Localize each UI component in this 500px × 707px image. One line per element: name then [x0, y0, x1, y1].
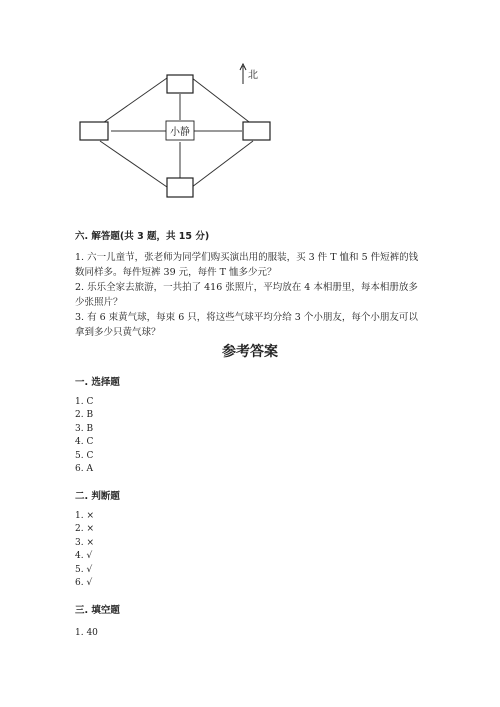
- diagonal-top-left: [100, 78, 167, 125]
- choice-answers: [75, 396, 93, 476]
- answer-key-title: 参考答案: [222, 344, 278, 360]
- box-south: [167, 178, 193, 197]
- answer-item: 3. B: [75, 423, 94, 434]
- answer-item: 4. C: [75, 437, 94, 448]
- answer-item: 1. C: [75, 397, 94, 407]
- answer-item: 6. √: [75, 578, 93, 589]
- problem-list: [75, 250, 425, 340]
- judge-answers: [75, 510, 94, 590]
- answer-item: 5. C: [75, 450, 94, 461]
- choice-heading: 一. 选择题: [75, 377, 120, 388]
- north-label: 北: [248, 70, 258, 81]
- box-north: [167, 75, 193, 93]
- box-east: [243, 122, 270, 140]
- answer-item: 1. 40: [75, 628, 98, 638]
- fill-heading: 三. 填空题: [75, 605, 120, 616]
- answer-item: 6. A: [75, 464, 93, 475]
- diagonal-bottom-left: [100, 141, 167, 187]
- center-label: 小静: [170, 127, 190, 138]
- problem-2: 2. 乐乐全家去旅游，一共拍了 416 张照片，平均放在 4 本相册里，每本相册放多少张照片？: [75, 282, 418, 308]
- diagonal-bottom-right: [192, 141, 253, 187]
- problem-1: 1. 六一儿童节，张老师为同学们购买演出用的服装，买 3 件 T 恤和 5 件短裤的钱数同样多。每件短裤 39 元，每件 T 恤多少元？: [75, 252, 419, 278]
- section-6-heading: 六. 解答题(共 3 题，共 15 分): [75, 231, 210, 242]
- fill-answers: [75, 627, 98, 640]
- answer-item: 4. √: [75, 551, 93, 562]
- answer-item: 5. √: [75, 564, 93, 575]
- answer-item: 1. ×: [75, 511, 94, 521]
- answer-item: 2. B: [75, 410, 94, 421]
- answer-item: 2. ×: [75, 524, 94, 535]
- problem-3: 3. 有 6 束黄气球，每束 6 只，将这些气球平均分给 3 个小朋友，每个小朋友可以拿到多少只黄气球？: [75, 312, 418, 338]
- answer-item: 3. ×: [75, 537, 94, 548]
- box-west: [80, 122, 108, 140]
- judge-heading: 二. 判断题: [75, 491, 120, 502]
